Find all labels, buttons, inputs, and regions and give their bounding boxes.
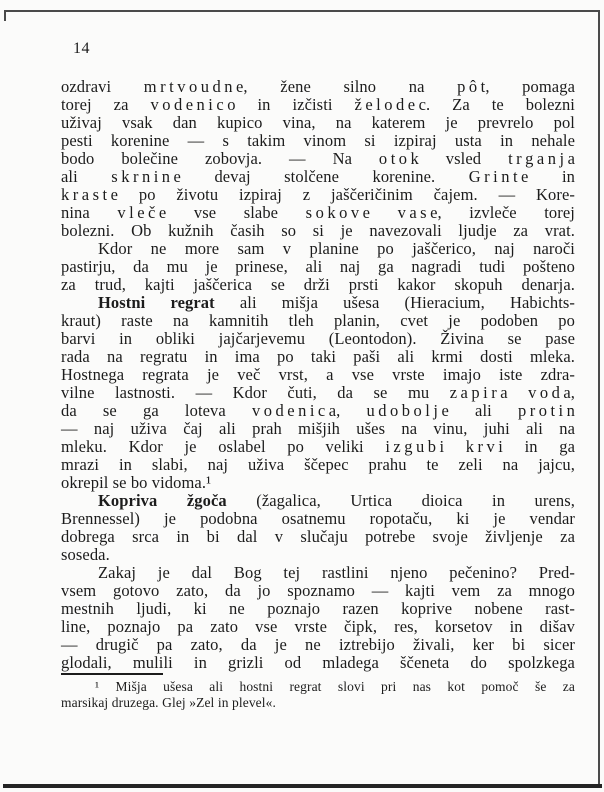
footnote-rule bbox=[61, 673, 163, 675]
scan-border-left-tick bbox=[4, 10, 6, 21]
bold-lead-text: Kopriva žgoča bbox=[98, 491, 227, 510]
footnote bbox=[61, 679, 575, 710]
text-line: Kdor ne more sam v planine po jaščerico, naj naroči bbox=[98, 239, 575, 258]
scan-border-top bbox=[4, 10, 599, 12]
text-line: bodo bolečine zobovja. — Na o t o k vsled t r g a n j a bbox=[61, 149, 575, 168]
text-line: k r a s t e po životu izpiraj z jaščeričinim čajem. — Kore- bbox=[61, 185, 575, 204]
text-line: okrepil se bo vidoma.¹ bbox=[61, 473, 212, 492]
text-line: nina v l e č e vse slabe s o k o v e v a s e, izvleče torej bbox=[61, 203, 575, 222]
text-line: soseda. bbox=[61, 545, 110, 564]
text-line: bolezni. Ob kužnih časih so si je navezovali ljudje za vrat. bbox=[61, 221, 575, 240]
text-line: — naj uživa čaj ali prah mišjih ušes na vinu, juhi ali na bbox=[61, 419, 575, 438]
scan-border-right bbox=[598, 10, 600, 786]
text-line: Brennessel) je podobna osatnemu ropotaču, ki je vendar bbox=[61, 509, 575, 528]
bold-lead-text: Hostni regrat bbox=[98, 293, 215, 312]
text-line: uživaj vsak dan kupico vina, na katerem je prevrelo pol bbox=[61, 113, 575, 132]
text-line: Kopriva žgoča (žagalica, Urtica dioica in urens, bbox=[98, 491, 575, 510]
page-number: 14 bbox=[73, 40, 90, 57]
text-line: da se ga loteva v o d e n i c a, u d o b o l j e ali p r o t i n bbox=[61, 401, 575, 420]
text-line: mrazi in slabi, naj uživa ščepec prahu te zeli na jajcu, bbox=[61, 455, 575, 474]
text-line: glodali, mulili in grizli od mladega ščeneta do spolzkega bbox=[61, 653, 575, 672]
text-line: ozdravi m r t v o u d n e, žene silno na p ô t, pomaga bbox=[61, 77, 575, 96]
text-line: kraut) raste na kamnitih tleh planin, cvet je podoben po bbox=[61, 311, 575, 330]
text-line: line, poznajo pa zato vse vrste čipk, res, korsetov in dišav bbox=[61, 617, 575, 636]
text-line: vilne lastnosti. — Kdor čuti, da se mu z a p i r a v o d a, bbox=[61, 383, 575, 402]
text-line: mestnih ljudi, ki ne poznajo razen koprive nobene rast- bbox=[61, 599, 575, 618]
text-line: barvi in obliki jajčarjevemu (Leontodon). Živina se pase bbox=[61, 329, 575, 348]
body-text-column bbox=[61, 78, 575, 672]
text-line: Zakaj je dal Bog tej rastlini njeno pečenino? Pred- bbox=[98, 563, 575, 582]
text-line: vsem gotovo zato, da jo spoznamo — kajti vem za mnogo bbox=[61, 581, 575, 600]
text-line: pastirju, da mu je prinese, ali naj ga nagradi tudi pošteno bbox=[61, 257, 575, 276]
text-line: ¹ Mišja ušesa ali hostni regrat slovi pri nas kot pomoč še za bbox=[95, 679, 575, 694]
text-line: torej za v o d e n i c o in izčisti ž e l o d e c. Za te bolezni bbox=[61, 95, 575, 114]
text-line: za trud, kajti jaščerica se drži prsti kakor skopuh denarja. bbox=[61, 275, 575, 294]
scan-border-bottom bbox=[3, 784, 602, 788]
text-line: Hostni regrat ali mišja ušesa (Hieracium, Habichts- bbox=[98, 293, 575, 312]
text-line: — drugič pa zato, da je ne iztrebijo živali, ker bi sicer bbox=[61, 635, 575, 654]
text-line: rada na regratu in ima po taki paši ali krmi dosti mleka. bbox=[61, 347, 575, 366]
text-line: pesti korenine — s takim vinom si izpiraj usta in nehale bbox=[61, 131, 575, 150]
text-line: mleku. Kdor je oslabel po veliki i z g u b i k r v i in ga bbox=[61, 437, 575, 456]
text-line: dobrega srca in bi dal v slučaju potrebe svoje življenje za bbox=[61, 527, 575, 546]
text-line: ali s k r n i n e devaj stolčene korenine. G r i n t e in bbox=[61, 167, 575, 186]
text-line: marsikaj druzega. Glej »Zel in plevel«. bbox=[61, 694, 276, 710]
text-line: Hostnega regrata je več vrst, a vse vrste imajo iste zdra- bbox=[61, 365, 575, 384]
